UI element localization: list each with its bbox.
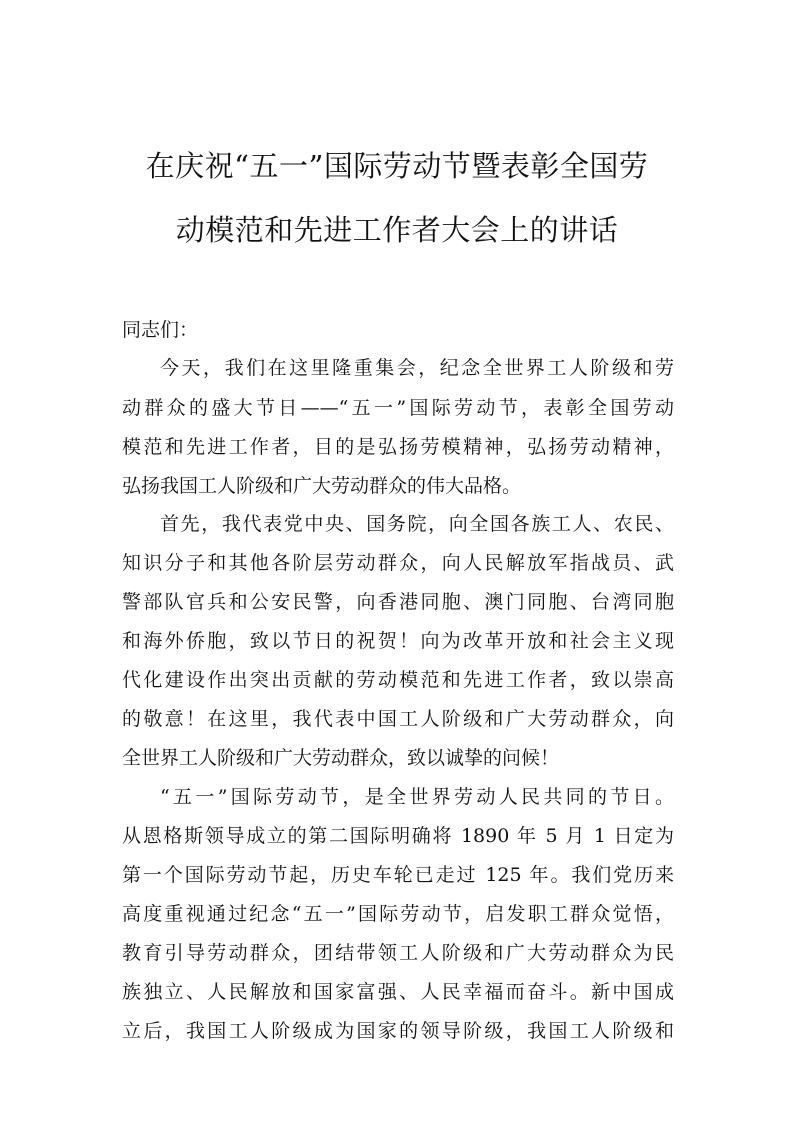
paragraph-line: 今天，我们在这里隆重集会，纪念全世界工人阶级和劳	[160, 357, 674, 379]
paragraph-line: 高度重视通过纪念“五一”国际劳动节，启发职工群众觉悟，	[122, 903, 674, 925]
paragraph-line: 弘扬我国工人阶级和广大劳动群众的伟大品格。	[122, 475, 522, 497]
paragraph-line: 第一个国际劳动节起，历史车轮已走过 125 年。我们党历来	[122, 864, 674, 886]
paragraph-line: 和海外侨胞，致以节日的祝贺！向为改革开放和社会主义现	[122, 630, 674, 652]
paragraph-line: “五一”国际劳动节，是全世界劳动人民共同的节日。	[160, 786, 674, 808]
paragraph-line: 首先，我代表党中央、国务院，向全国各族工人、农民、	[160, 513, 674, 535]
salutation: 同志们：	[122, 319, 199, 341]
paragraph-line: 全世界工人阶级和广大劳动群众，致以诚挚的问候！	[122, 747, 560, 769]
paragraph-line: 模范和先进工作者，目的是弘扬劳模精神，弘扬劳动精神，	[122, 436, 674, 458]
paragraph-line: 知识分子和其他各阶层劳动群众，向人民解放军指战员、武	[122, 552, 674, 574]
title-line-2: 动模范和先进工作者大会上的讲话	[175, 213, 619, 247]
paragraph-line: 从恩格斯领导成立的第二国际明确将 1890 年 5 月 1 日定为	[122, 825, 674, 847]
paragraph-line: 教育引导劳动群众，团结带领工人阶级和广大劳动群众为民	[122, 942, 674, 964]
paragraph-line: 代化建设作出突出贡献的劳动模范和先进工作者，致以崇高	[122, 669, 674, 691]
paragraph-line: 族独立、人民解放和国家富强、人民幸福而奋斗。新中国成	[122, 981, 674, 1003]
title-line-1: 在庆祝“五一”国际劳动节暨表彰全国劳	[145, 149, 649, 183]
paragraph-line: 警部队官兵和公安民警，向香港同胞、澳门同胞、台湾同胞	[122, 591, 674, 613]
paragraph-line: 的敬意！在这里，我代表中国工人阶级和广大劳动群众，向	[122, 708, 674, 730]
paragraph-line: 动群众的盛大节日——“五一”国际劳动节，表彰全国劳动	[122, 397, 674, 419]
paragraph-line: 立后，我国工人阶级成为国家的领导阶级，我国工人阶级和	[122, 1020, 674, 1042]
